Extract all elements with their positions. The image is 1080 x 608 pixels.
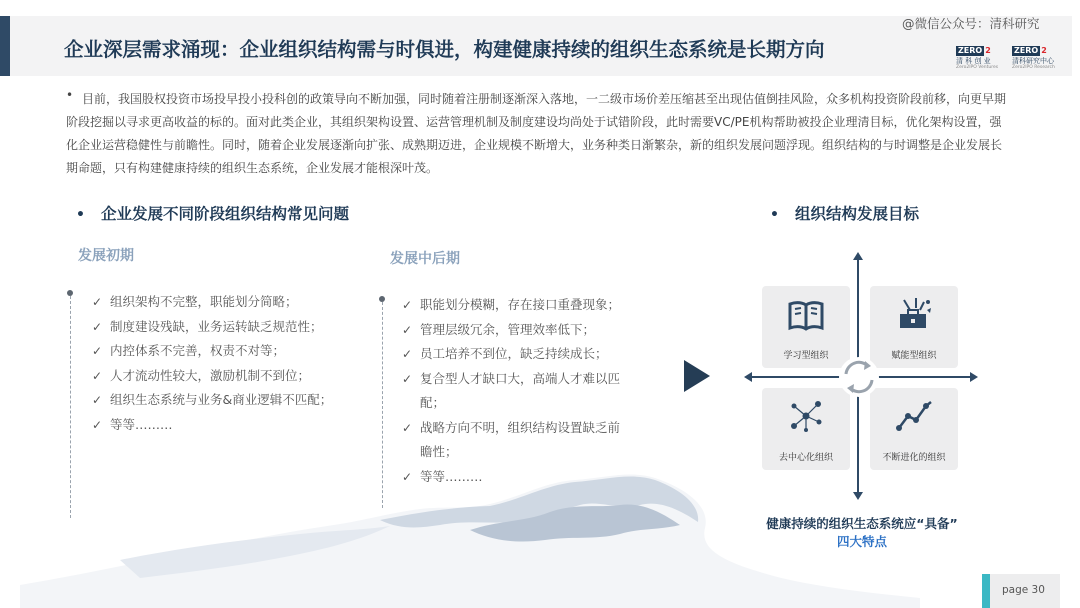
- intro-text: 目前，我国股权投资市场投早投小投科创的政策导向不断加强，同时随着注册制逐渐深入落地，一二级市场价差压缩甚至出现估值倒挂风险，众多机构投资阶段前移，向更早期阶段挖掘以寻求更高收益的标的。面对此类企业，其组织架构设置、运营管理机制及制度建设均尚处于试错阶段，此时需要VC/PE机构帮助被投企业理清目标，优化架构设置，强化企业运营稳健性与前瞻性。同时，随着企业发展逐渐向扩张、成熟期迈进，企业规模不断增大，业务种类日渐繁杂，新的组织发展问题浮现。组织结构的与时调整是企业发展长期命题，只有构建健康持续的组织生态系统，企业发展才能根深叶茂。: [66, 92, 1007, 175]
- list-item: ✓ 组织架构不完整，职能划分简略；: [92, 294, 298, 309]
- quadrant-decentralized-organization: [762, 388, 850, 470]
- goal-caption-highlight: 四大特点: [836, 534, 887, 549]
- list-item: ✓ 人才流动性较大，激励机制不到位；: [92, 367, 311, 383]
- early-timeline-line: [70, 296, 71, 518]
- intro-paragraph: [66, 88, 1006, 180]
- open-book-icon: [786, 294, 826, 334]
- quadrant-label: 不断进化的组织: [882, 453, 946, 463]
- list-item: ✓ 复合型人才缺口大，高端人才难以匹: [402, 370, 621, 386]
- early-issues-list: [92, 290, 332, 437]
- late-issues-list: [402, 293, 620, 489]
- right-section-heading: • 组织结构发展目标: [770, 205, 919, 223]
- axis-arrow-up-icon: [853, 252, 863, 260]
- quadrant-label: 学习型组织: [783, 351, 829, 361]
- axis-arrow-right-icon: [970, 372, 978, 382]
- list-item: ✓ 管理层级冗余，管理效率低下；: [402, 321, 596, 337]
- list-item: ✓ 制度建设残缺，业务运转缺乏规范性；: [92, 318, 323, 334]
- goal-caption: 健康持续的组织生态系统应“具备”: [766, 516, 958, 531]
- cycle-arrows-icon: [838, 356, 880, 398]
- zero2ipo-ventures-logo: ZERO 2 清 科 创 业 Zero2IPO Ventures: [956, 46, 999, 70]
- list-item: ✓ 战略方向不明，组织结构设置缺乏前: [402, 419, 621, 435]
- page-accent-bar: [982, 574, 990, 608]
- title-accent-bar: [0, 16, 10, 76]
- slide-title: 企业深层需求涌现：企业组织结构需与时俱进，构建健康持续的组织生态系统是长期方向: [64, 38, 825, 61]
- zero2ipo-research-logo: ZERO 2 清科研究中心 Zero2IPO Research: [1012, 46, 1055, 70]
- axis-arrow-down-icon: [853, 492, 863, 500]
- list-item: ✓ 内控体系不完善，权责不对等；: [92, 343, 286, 358]
- list-item: ✓ 员工培养不到位，缺乏持续成长；: [402, 346, 608, 361]
- growth-line-icon: [894, 396, 934, 436]
- quadrant-label: 去中心化组织: [778, 453, 833, 463]
- quadrant-learning-organization: [762, 286, 850, 368]
- late-stage-title: 发展中后期: [390, 251, 460, 267]
- toolbox-icon: [894, 294, 934, 334]
- quadrant-empowering-organization: [870, 286, 958, 368]
- list-item: ✓ 等等………: [92, 416, 173, 432]
- quadrant-label: 赋能型组织: [891, 351, 937, 361]
- watermark-text: @微信公众号：清科研究: [902, 16, 1040, 31]
- axis-arrow-left-icon: [744, 372, 752, 382]
- early-stage-title: 发展初期: [78, 248, 134, 264]
- list-item: ✓ 组织生态系统与业务&商业逻辑不匹配；: [92, 392, 333, 407]
- left-section-heading: • 企业发展不同阶段组织结构常见问题: [76, 205, 349, 223]
- play-arrow-icon: [684, 360, 710, 392]
- page-number: page 30: [1002, 584, 1045, 596]
- quadrant-evolving-organization: [870, 388, 958, 470]
- list-item: ✓ 等等………: [402, 468, 483, 484]
- list-item: ✓ 职能划分模糊，存在接口重叠现象；: [402, 297, 621, 312]
- list-item-continuation: 瞻性；: [420, 444, 458, 459]
- list-item-continuation: 配；: [420, 395, 446, 410]
- network-nodes-icon: [786, 396, 826, 436]
- late-timeline-line: [382, 302, 383, 508]
- intro-bullet: •: [66, 88, 74, 102]
